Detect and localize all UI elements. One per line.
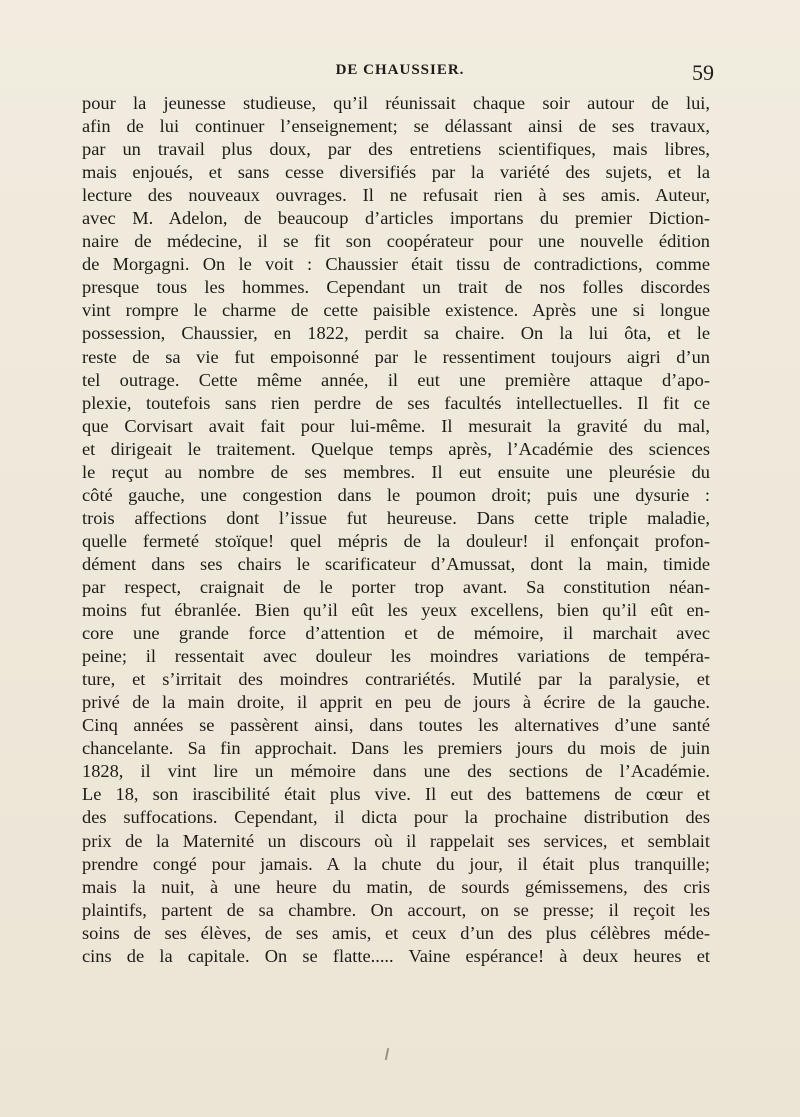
text-line: mais enjoués, et sans cesse diversifiés par la variété des sujets, et la xyxy=(82,162,710,183)
text-line: plexie, toutefois sans rien perdre de ses facultés intellectuelles. Il fit ce xyxy=(82,392,710,413)
body-text xyxy=(82,92,710,968)
stray-ink-mark xyxy=(385,1048,389,1060)
text-line: plaintifs, partent de sa chambre. On accourt, on se presse; il reçoit les xyxy=(82,899,710,920)
text-line: chancelante. Sa fin approchait. Dans les premiers jours du mois de juin xyxy=(82,738,710,759)
text-line: que Corvisart avait fait pour lui-même. Il mesurait la gravité du mal, xyxy=(82,415,710,436)
text-line: de Morgagni. On le voit : Chaussier était tissu de contradictions, comme xyxy=(82,254,710,275)
text-line: reste de sa vie fut empoisonné par le ressentiment toujours aigri d’un xyxy=(82,346,710,367)
page-number: 59 xyxy=(692,60,714,85)
text-line: core une grande force d’attention et de mémoire, il marchait avec xyxy=(82,623,710,644)
text-line: le reçut au nombre de ses membres. Il eut ensuite une pleurésie du xyxy=(82,461,710,482)
text-line: ture, et s’irritait des moindres contrariétés. Mutilé par la paralysie, et xyxy=(82,669,710,690)
text-line: et dirigeait le traitement. Quelque temps après, l’Académie des sciences xyxy=(82,438,710,459)
text-line: tel outrage. Cette même année, il eut une première attaque d’apo- xyxy=(82,369,710,390)
text-line: des suffocations. Cependant, il dicta pour la prochaine distribution des xyxy=(82,807,710,828)
text-line: Cinq années se passèrent ainsi, dans toutes les alternatives d’une santé xyxy=(82,715,710,736)
text-line: lecture des nouveaux ouvrages. Il ne refusait rien à ses amis. Auteur, xyxy=(82,185,710,206)
text-line: prix de la Maternité un discours où il rappelait ses services, et semblait xyxy=(82,830,710,851)
text-line: Le 18, son irascibilité était plus vive. Il eut des battemens de cœur et xyxy=(82,784,710,805)
text-line: soins de ses élèves, de ses amis, et ceux d’un des plus célèbres méde- xyxy=(82,922,710,943)
text-line: pour la jeunesse studieuse, qu’il réunissait chaque soir autour de lui, xyxy=(82,93,710,113)
text-line: presque tous les hommes. Cependant un trait de nos folles discordes xyxy=(82,277,710,298)
text-line: afin de lui continuer l’enseignement; se délassant ainsi de ses travaux, xyxy=(82,116,710,137)
text-line: cins de la capitale. On se flatte..... Vaine espérance! à deux heures et xyxy=(82,945,710,966)
text-line: dément dans ses chairs le scarificateur d’Amussat, dont la main, timide xyxy=(82,553,710,574)
text-line: moins fut ébranlée. Bien qu’il eût les yeux excellens, bien qu’il eût en- xyxy=(82,600,710,621)
text-line: mais la nuit, à une heure du matin, de sourds gémissemens, des cris xyxy=(82,876,710,897)
text-line: vint rompre le charme de cette paisible existence. Après une si longue xyxy=(82,300,710,321)
text-line: 1828, il vint lire un mémoire dans une des sections de l’Académie. xyxy=(82,761,710,782)
page-header xyxy=(0,62,800,92)
text-line: avec M. Adelon, de beaucoup d’articles importans du premier Diction- xyxy=(82,208,710,229)
text-line: par un travail plus doux, par des entretiens scientifiques, mais libres, xyxy=(82,139,710,160)
running-head: DE CHAUSSIER. xyxy=(335,62,465,78)
text-line: trois affections dont l’issue fut heureuse. Dans cette triple maladie, xyxy=(82,507,710,528)
text-line: côté gauche, une congestion dans le poumon droit; puis une dysurie : xyxy=(82,484,710,505)
text-line: naire de médecine, il se fit son coopérateur pour une nouvelle édition xyxy=(82,231,710,252)
text-line: prendre congé pour jamais. A la chute du jour, il était plus tranquille; xyxy=(82,853,710,874)
text-line: peine; il ressentait avec douleur les moindres variations de tempéra- xyxy=(82,646,710,667)
text-line: possession, Chaussier, en 1822, perdit sa chaire. On la lui ôta, et le xyxy=(82,323,710,344)
text-line: par respect, craignait de le porter trop avant. Sa constitution néan- xyxy=(82,576,710,597)
text-line: quelle fermeté stoïque! quel mépris de la douleur! il enfonçait profon- xyxy=(82,530,710,551)
text-line: privé de la main droite, il apprit en peu de jours à écrire de la gauche. xyxy=(82,692,710,713)
